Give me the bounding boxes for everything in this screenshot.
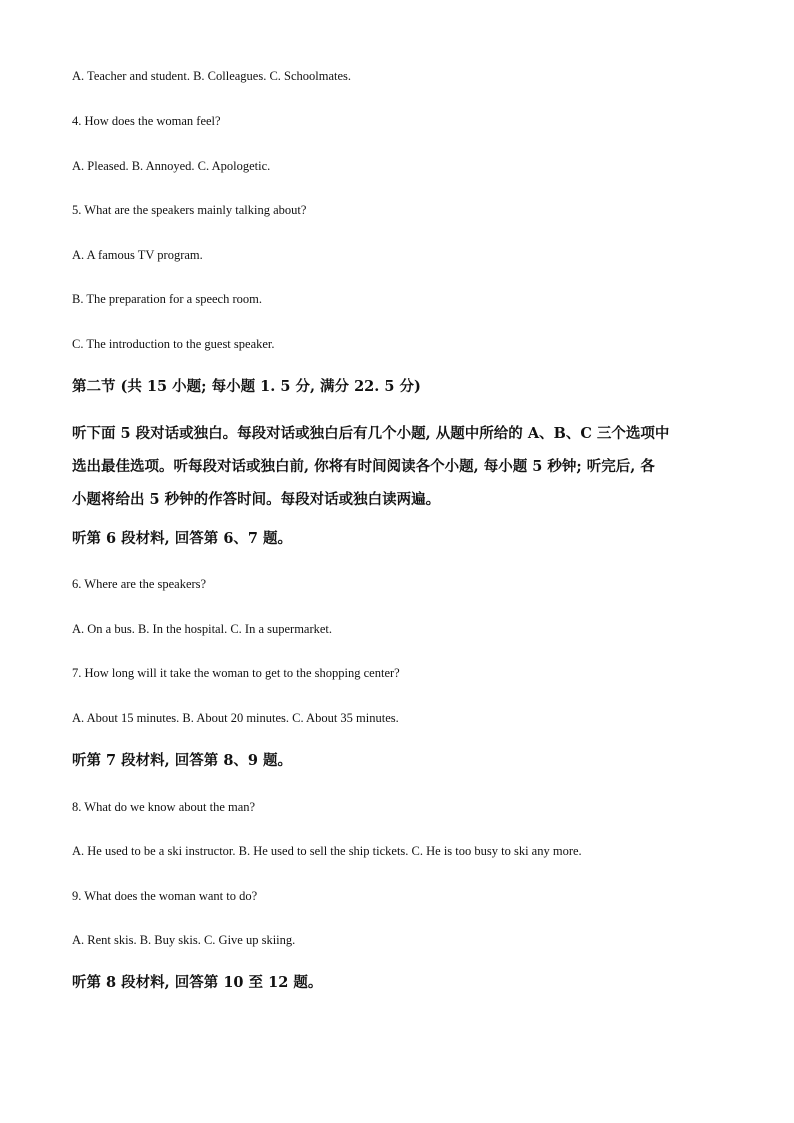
question-5-option-a: A. A famous TV program. — [72, 248, 203, 262]
question-7-options: A. About 15 minutes. B. About 20 minutes. C. About 35 minutes. — [72, 711, 399, 725]
section-2-instructions — [72, 417, 732, 516]
question-4-options: A. Pleased. B. Annoyed. C. Apologetic. — [72, 159, 271, 173]
question-5-option-b: B. The preparation for a speech room. — [72, 292, 262, 306]
instructions-line-2: 选出最佳选项。听每段对话或独白前, 你将有时间阅读各个小题, 每小题 5 秒钟; 听完后, 各 — [72, 458, 655, 475]
question-3-options: A. Teacher and student. B. Colleagues. C. Schoolmates. — [72, 69, 352, 83]
question-6-options: A. On a bus. B. In the hospital. C. In a supermarket. — [72, 622, 333, 636]
instructions-line-1: 听下面 5 段对话或独白。每段对话或独白后有几个小题, 从题中所给的 A、B、C 三个选项中 — [72, 425, 670, 442]
instructions-line-3: 小题将给出 5 秒钟的作答时间。每段对话或独白读两遍。 — [72, 491, 441, 508]
question-6: 6. Where are the speakers? — [72, 577, 207, 591]
question-9-options: A. Rent skis. B. Buy skis. C. Give up skiing. — [72, 933, 296, 947]
question-8-options: A. He used to be a ski instructor. B. He used to sell the ship tickets. C. He is too busy to ski any more. — [72, 844, 582, 858]
material-7-heading: 听第 7 段材料, 回答第 8、9 题。 — [72, 752, 293, 769]
material-8-heading: 听第 8 段材料, 回答第 10 至 12 题。 — [72, 974, 323, 991]
question-9: 9. What does the woman want to do? — [72, 889, 258, 903]
material-6-heading: 听第 6 段材料, 回答第 6、7 题。 — [72, 530, 293, 547]
question-4: 4. How does the woman feel? — [72, 114, 221, 128]
question-5-option-c: C. The introduction to the guest speaker. — [72, 337, 275, 351]
section-2-title: 第二节 (共 15 小题; 每小题 1. 5 分, 满分 22. 5 分) — [72, 378, 421, 395]
question-8: 8. What do we know about the man? — [72, 800, 256, 814]
question-5: 5. What are the speakers mainly talking about? — [72, 203, 307, 217]
question-7: 7. How long will it take the woman to get to the shopping center? — [72, 666, 400, 680]
